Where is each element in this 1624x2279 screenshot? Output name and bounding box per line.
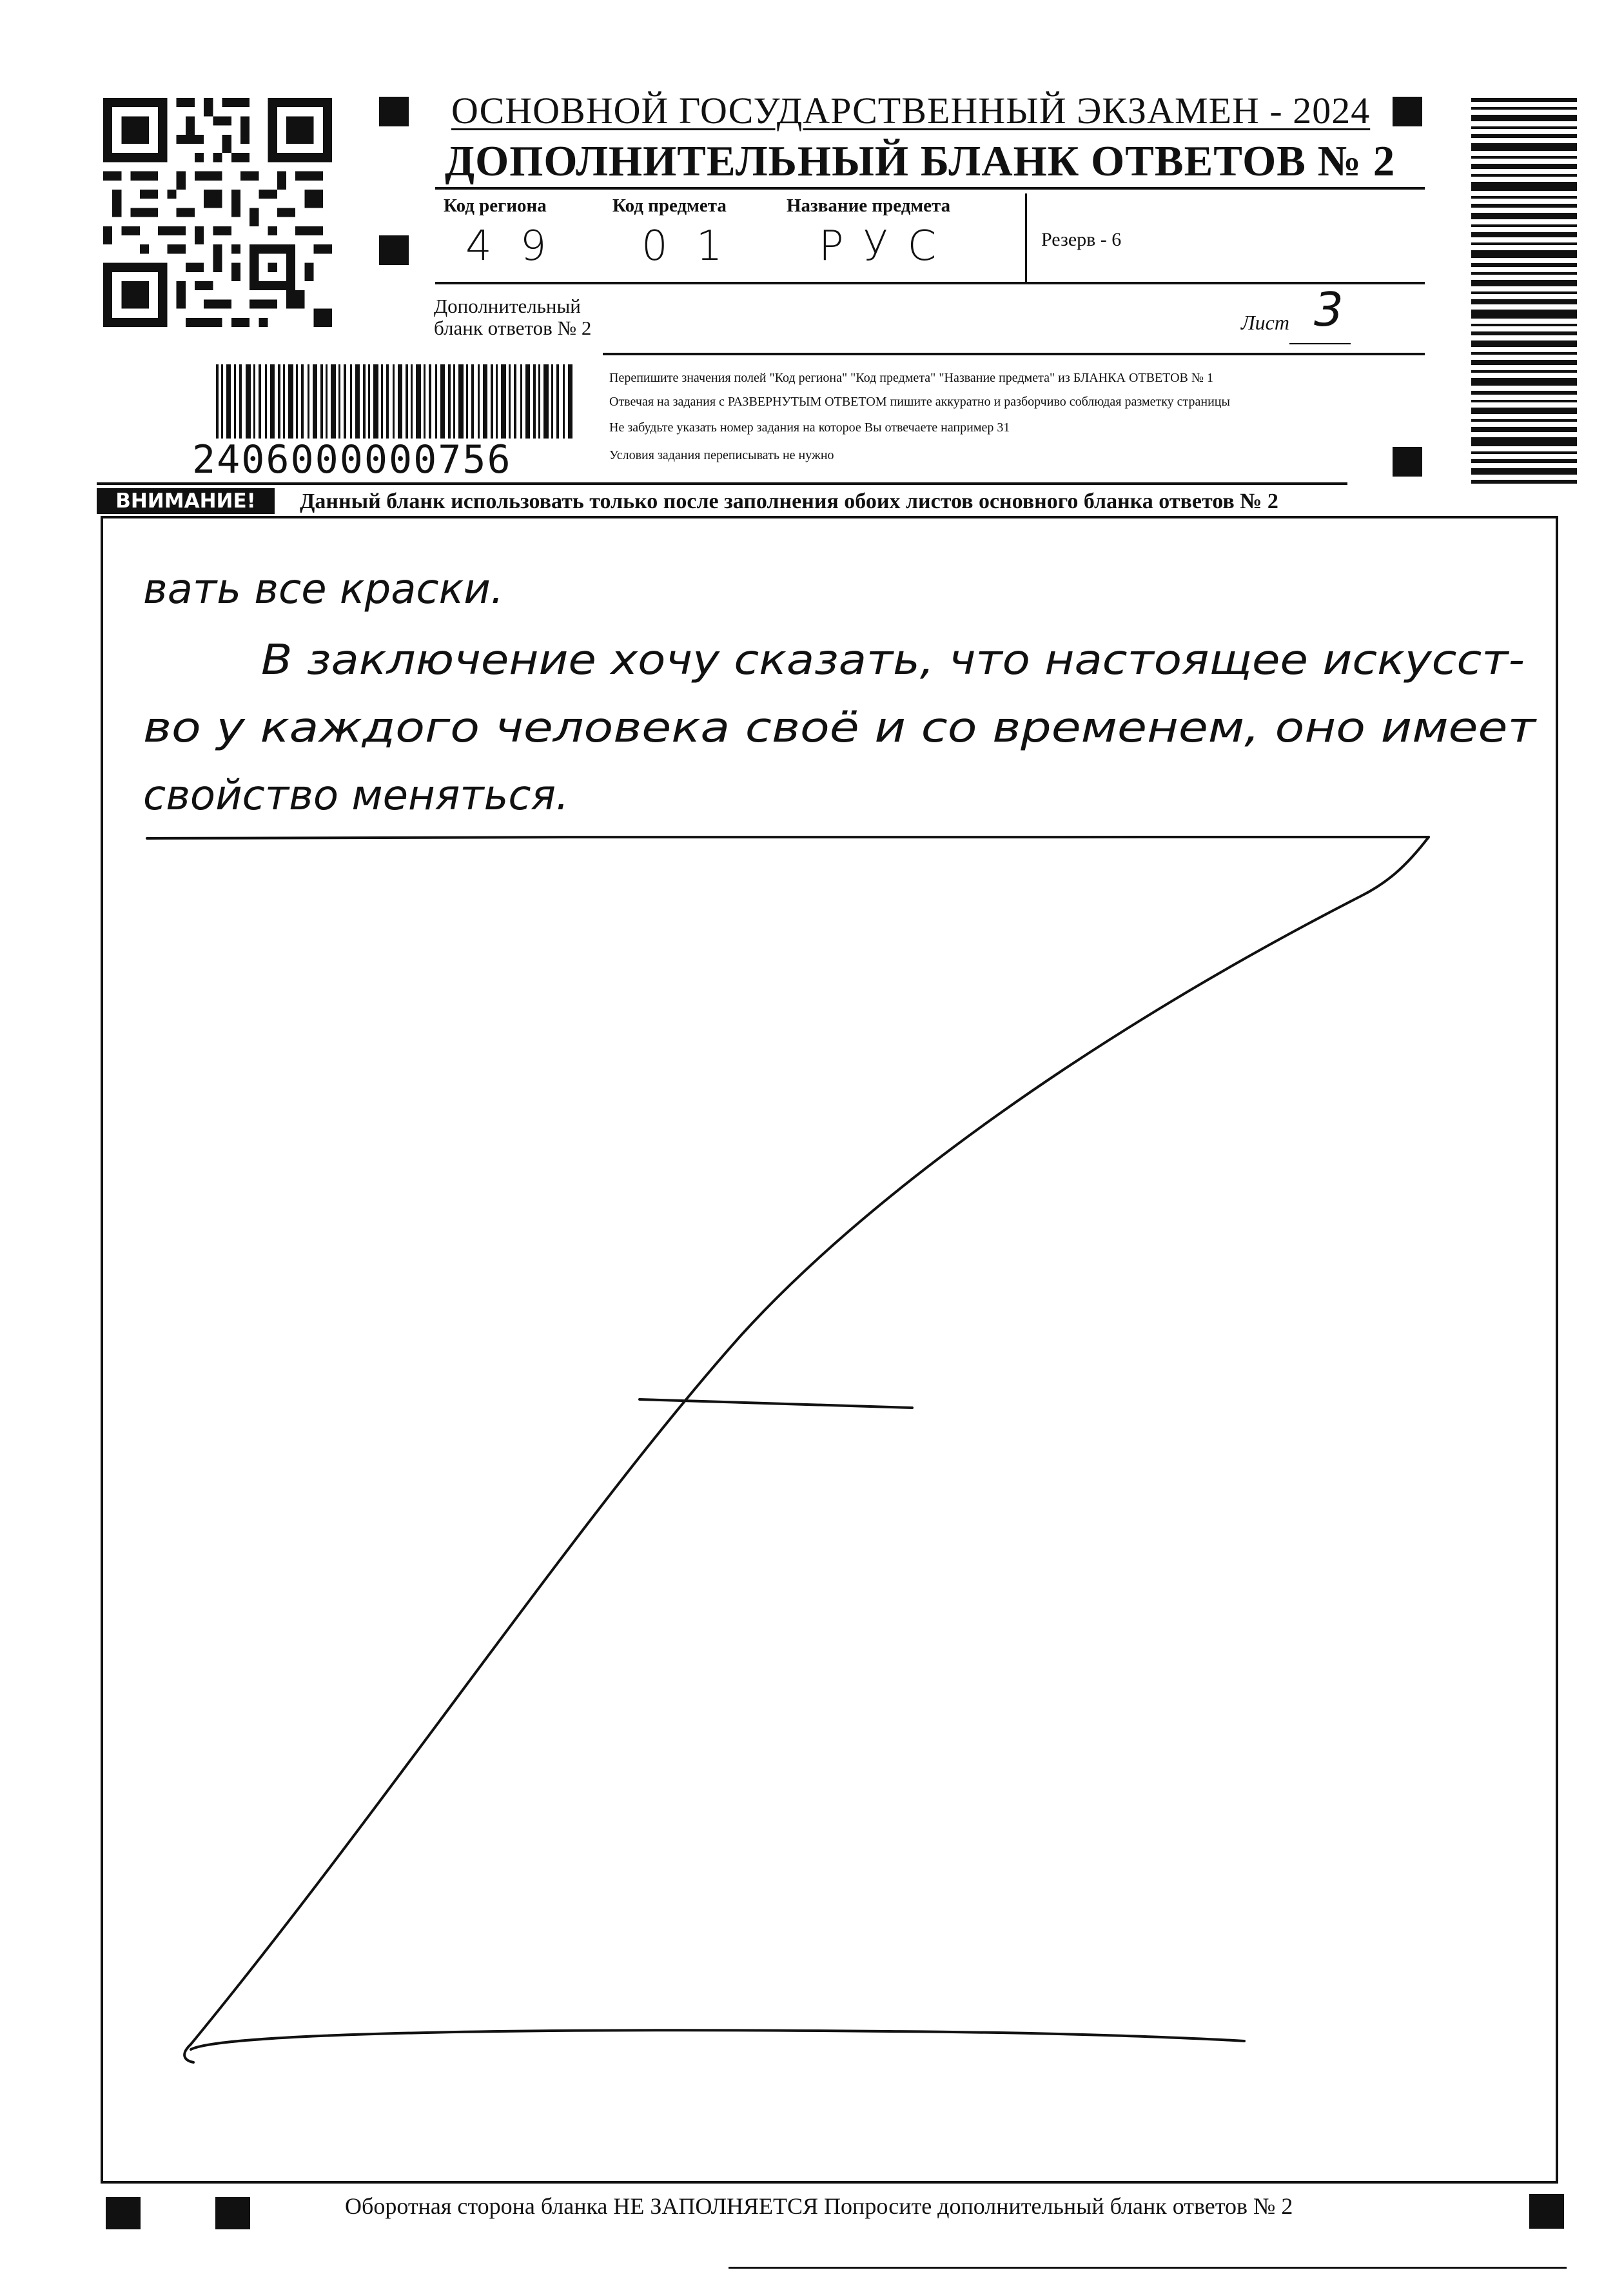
subject-code-value: 01 xyxy=(641,222,751,270)
sheet-type-line-1: Дополнительный xyxy=(434,295,581,317)
region-code-value: 49 xyxy=(465,222,575,270)
subject-name-value: РУС xyxy=(819,222,956,270)
form-title: ДОПОЛНИТЕЛЬНЫЙ БЛАНК ОТВЕТОВ № 2 xyxy=(445,137,1396,185)
subject-name-label: Название предмета xyxy=(787,195,951,216)
subject-code-label: Код предмета xyxy=(612,195,727,216)
exam-title: ОСНОВНОЙ ГОСУДАРСТВЕННЫЙ ЭКЗАМЕН - 2024 xyxy=(451,90,1371,132)
barcode-number: 2406000000756 xyxy=(192,437,512,482)
warning-badge: ВНИМАНИЕ! xyxy=(97,488,275,514)
answer-line-3: во у каждого человека своё и со временем, оно имеет xyxy=(143,704,1538,752)
sheet-number: 3 xyxy=(1314,282,1344,337)
footer-rule xyxy=(729,2267,1567,2269)
footer-note: Оборотная сторона бланка НЕ ЗАПОЛНЯЕТСЯ Попросите дополнительный бланк ответов № 2 xyxy=(345,2193,1293,2219)
instruction-line-2: Отвечая на задания с РАЗВЕРНУТЫМ ОТВЕТОМ пишите аккуратно и разборчиво соблюдая разметку страницы xyxy=(609,395,1230,409)
answer-line-4: свойство меняться. xyxy=(143,772,569,820)
instruction-line-4: Условия задания переписывать не нужно xyxy=(609,448,834,462)
answer-line-2: В заключение хочу сказать, что настоящее искусст- xyxy=(261,636,1525,684)
reserve-field: Резерв - 6 xyxy=(1041,229,1122,250)
instruction-line-1: Перепишите значения полей "Код региона" "Код предмета" "Название предмета" из БЛАНКА ОТВЕТОВ № 1 xyxy=(609,371,1213,385)
answer-line-1: вать все краски. xyxy=(143,566,504,613)
end-underline xyxy=(147,837,1429,838)
sheet-type-line-2: бланк ответов № 2 xyxy=(434,317,592,339)
region-code-label: Код региона xyxy=(444,195,547,216)
strike-diagonal xyxy=(184,837,1429,2062)
warning-text: Данный бланк использовать только после заполнения обоих листов основного бланка ответов № 2 xyxy=(300,489,1278,513)
strike-bottom xyxy=(191,2030,1244,2049)
sheet-label: Лист xyxy=(1241,311,1289,334)
instruction-line-3: Не забудьте указать номер задания на которое Вы отвечаете например 31 xyxy=(609,420,1010,435)
